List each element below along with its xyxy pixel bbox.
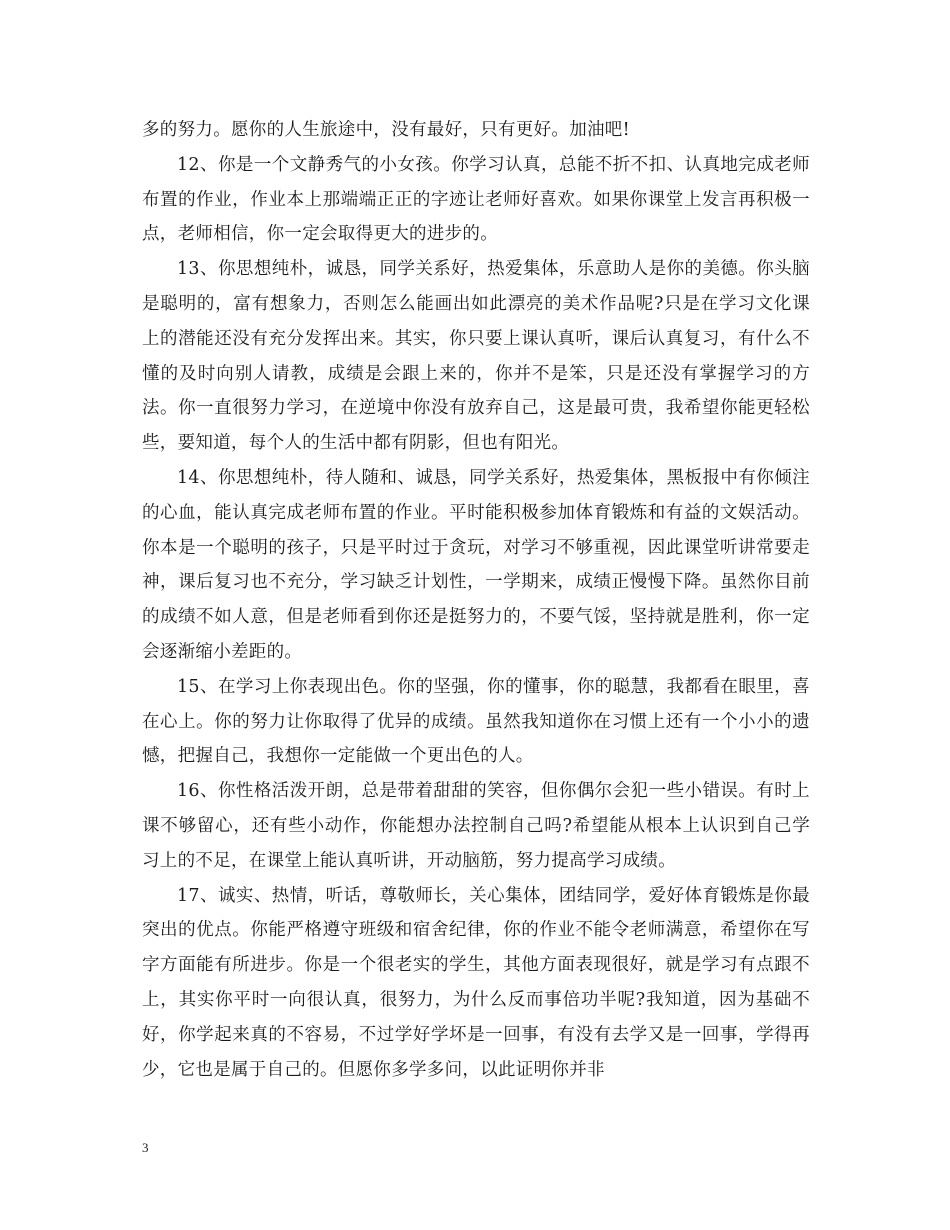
paragraph-13: 13、你思想纯朴，诚恳，同学关系好，热爱集体，乐意助人是你的美德。你头脑是聪明的，富有想象力，否则怎么能画出如此漂亮的美术作品呢?只是在学习文化课上的潜能还没有充分发挥出来。其实，你只要上课认真听，课后认真复习，有什么不懂的及时向别人请教，成绩是会跟上来的，你并不是笨，只是还没有掌握学习的方法。你一直很努力学习，在逆境中你没有放弃自己，这是最可贵，我希望你能更轻松些，要知道，每个人的生活中都有阴影，但也有阳光。 — [142, 259, 810, 454]
paragraph-continued: 多的努力。愿你的人生旅途中，没有最好，只有更好。加油吧! — [142, 120, 630, 140]
paragraph-14: 14、你思想纯朴，待人随和、诚恳，同学关系好，热爱集体，黑板报中有你倾注的心血，能认真完成老师布置的作业。平时能积极参加体育锻炼和有益的文娱活动。你本是一个聪明的孩子，只是平时过于贪玩，对学习不够重视，因此课堂听讲常要走神，课后复习也不充分，学习缺乏计划性，一学期来，成绩正慢慢下降。虽然你目前的成绩不如人意，但是老师看到你还是挺努力的，不要气馁，坚持就是胜利，你一定会逐渐缩小差距的。 — [142, 467, 810, 662]
page-number: 3 — [142, 1140, 149, 1155]
paragraph-17: 17、诚实、热情，听话，尊敬师长，关心集体，团结同学，爱好体育锻炼是你最突出的优点。你能严格遵守班级和宿舍纪律，你的作业不能令老师满意，希望你在写字方面能有所进步。你是一个很老实的学生，其他方面表现很好，就是学习有点跟不上，其实你平时一向很认真，很努力，为什么反而事倍功半呢?我知道，因为基础不好，你学起来真的不容易，不过学好学坏是一回事，有没有去学又是一回事，学得再少，它也是属于自己的。但愿你多学多问，以此证明你并非 — [142, 885, 810, 1080]
paragraph-12: 12、你是一个文静秀气的小女孩。你学习认真，总能不折不扣、认真地完成老师布置的作业，作业本上那端端正正的字迹让老师好喜欢。如果你课堂上发言再积极一点，老师相信，你一定会取得更大的进步的。 — [142, 154, 810, 245]
document-body — [142, 113, 810, 1087]
paragraph-15: 15、在学习上你表现出色。你的坚强，你的懂事，你的聪慧，我都看在眼里，喜在心上。你的努力让你取得了优异的成绩。虽然我知道你在习惯上还有一个小小的遗憾，把握自己，我想你一定能做一个更出色的人。 — [142, 676, 810, 767]
paragraph-16: 16、你性格活泼开朗，总是带着甜甜的笑容，但你偶尔会犯一些小错误。有时上课不够留心，还有些小动作，你能想办法控制自己吗?希望能从根本上认识到自己学习上的不足，在课堂上能认真听讲，开动脑筋，努力提高学习成绩。 — [142, 781, 810, 871]
